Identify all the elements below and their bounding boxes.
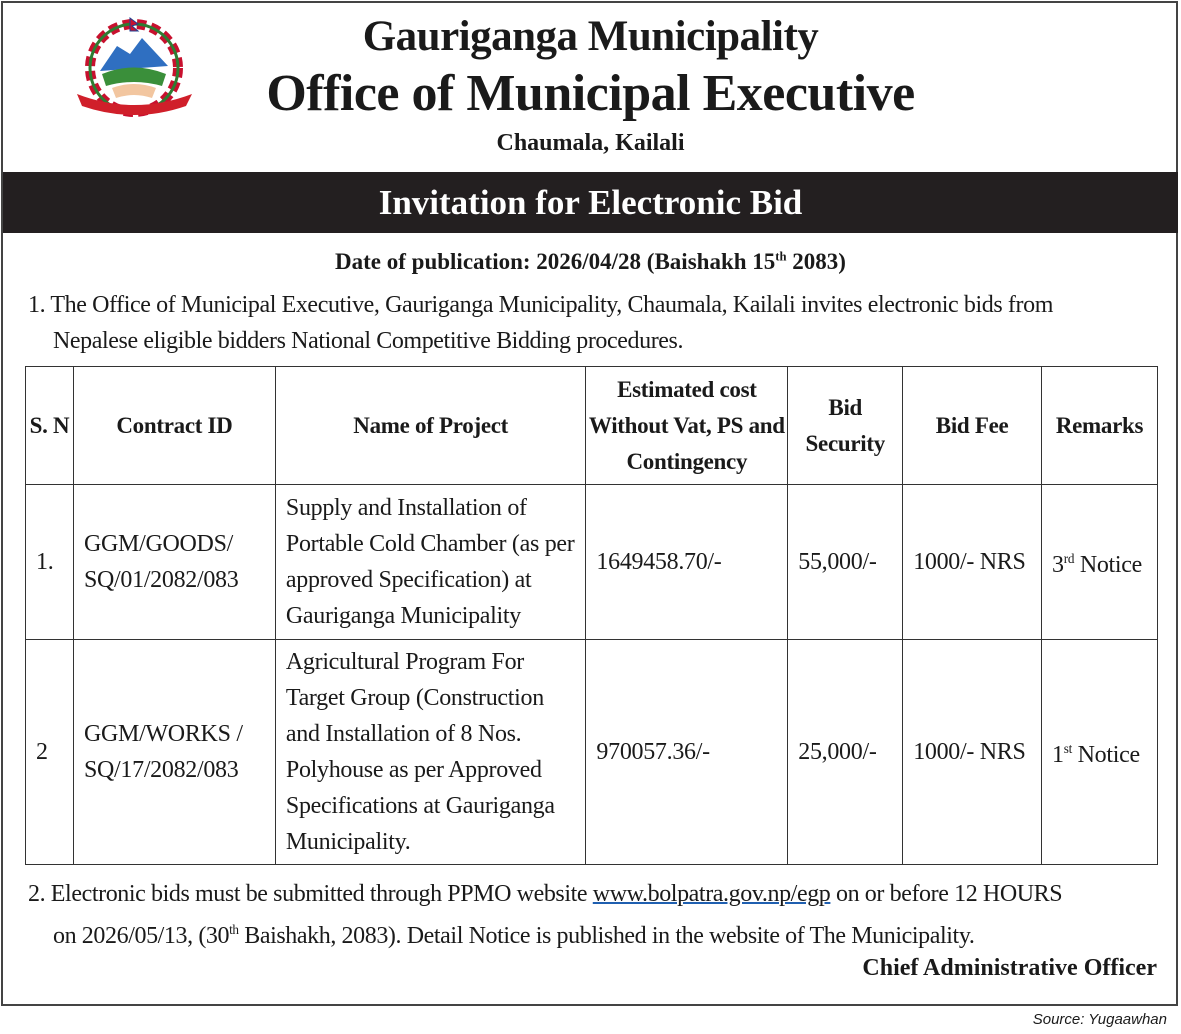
col-estimated-cost: Estimated cost Without Vat, PS and Contingency <box>586 367 788 485</box>
bid-fee: 1000/- NRS <box>903 640 1042 865</box>
bid-table <box>25 366 1158 865</box>
bolpatra-link[interactable]: www.bolpatra.gov.np/egp <box>592 881 831 907</box>
notice-title-banner: Invitation for Electronic Bid <box>3 172 1178 233</box>
office-name: Office of Municipal Executive <box>266 65 915 122</box>
source-credit: Source: Yugaawhan <box>1032 1011 1167 1028</box>
paragraph-2-text: on or before 12 HOURS <box>830 881 1063 907</box>
col-project: Name of Project <box>275 367 586 485</box>
project-name: Supply and Installation of Portable Cold Chamber (as per approved Specification) at Gauriganga Municipality <box>275 485 586 640</box>
col-contract-id: Contract ID <box>73 367 275 485</box>
sn: 1. <box>26 485 74 640</box>
contract-id: GGM/GOODS/ SQ/01/2082/083 <box>73 485 275 640</box>
municipality-name: Gauriganga Municipality <box>362 13 819 60</box>
contract-id: GGM/WORKS / SQ/17/2082/083 <box>73 640 275 865</box>
paragraph-1 <box>28 287 1168 359</box>
bid-security: 55,000/- <box>788 485 903 640</box>
paragraph-2-text: 2. Electronic bids must be submitted through PPMO website <box>28 881 593 907</box>
estimated-cost: 970057.36/- <box>586 640 788 865</box>
bid-security: 25,000/- <box>788 640 903 865</box>
paragraph-1-line-2: Nepalese eligible bidders National Competitive Bidding procedures. <box>53 328 684 354</box>
remarks: 1st Notice <box>1042 640 1158 865</box>
bid-fee: 1000/- NRS <box>903 485 1042 640</box>
remarks: 3rd Notice <box>1042 485 1158 640</box>
project-name: Agricultural Program For Target Group (Construction and Installation of 8 Nos. Polyhouse as per Approved Specifications at Gauriganga Municipality. <box>275 640 586 865</box>
sn: 2 <box>26 640 74 865</box>
table-header-row <box>26 367 1158 485</box>
paragraph-2 <box>28 876 1168 954</box>
col-sn: S. N <box>26 367 74 485</box>
col-bid-fee: Bid Fee <box>903 367 1042 485</box>
paragraph-2-line-2: on 2026/05/13, (30th Baishakh, 2083). Detail Notice is published in the website of The Municipality. <box>53 922 975 949</box>
office-location: Chaumala, Kailali <box>496 130 685 156</box>
col-remarks: Remarks <box>1042 367 1158 485</box>
table-row <box>26 485 1158 640</box>
signatory: Chief Administrative Officer <box>862 955 1157 981</box>
col-bid-security: Bid Security <box>788 367 903 485</box>
table-row <box>26 640 1158 865</box>
paragraph-1-line-1: 1. The Office of Municipal Executive, Gauriganga Municipality, Chaumala, Kailali invites electronic bids from <box>28 292 1053 318</box>
publication-date: Date of publication: 2026/04/28 (Baishakh 15th 2083) <box>335 249 846 274</box>
estimated-cost: 1649458.70/- <box>586 485 788 640</box>
